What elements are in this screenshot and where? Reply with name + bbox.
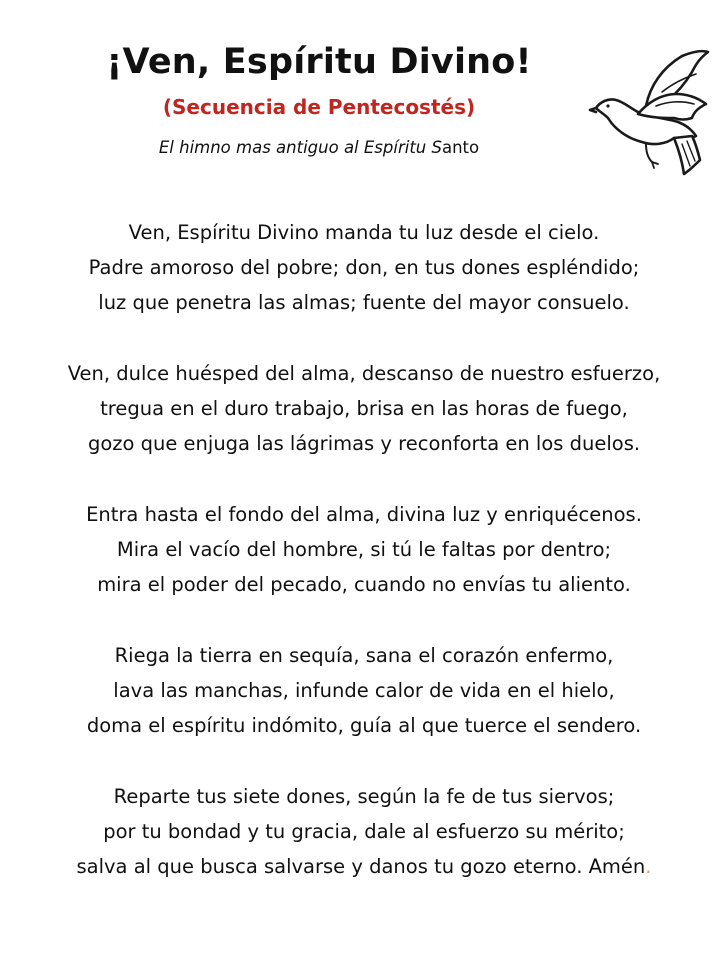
- verse-line-last: [0, 849, 728, 884]
- verse-line: lava las manchas, infunde calor de vida en el hielo,: [113, 679, 615, 702]
- verse-line: Ven, Espíritu Divino manda tu luz desde el cielo.: [128, 221, 600, 244]
- verse-line: Reparte tus siete dones, según la fe de tus siervos;: [113, 785, 615, 808]
- verse-line: Ven, dulce huésped del alma, descanso de nuestro esfuerzo,: [67, 362, 661, 385]
- verse-line: tregua en el duro trabajo, brisa en las horas de fuego,: [100, 397, 628, 420]
- verse-line: Entra hasta el fondo del alma, divina luz y enriquécenos.: [86, 503, 642, 526]
- verse-line: gozo que enjuga las lágrimas y reconforta en los duelos.: [87, 432, 641, 455]
- stanza-1: [0, 215, 728, 320]
- stanza-4: [0, 638, 728, 743]
- subtitle: (Secuencia de Pentecostés): [162, 95, 476, 119]
- verse-line: Riega la tierra en sequía, sana el corazón enfermo,: [114, 644, 614, 667]
- verse-line: Padre amoroso del pobre; don, en tus dones espléndido;: [88, 256, 640, 279]
- stanza-5: [0, 779, 728, 884]
- verse-line-last-text: salva al que busca salvarse y danos tu gozo eterno. Amén: [76, 855, 646, 878]
- final-dot: .: [645, 855, 652, 878]
- page-title: ¡Ven, Espíritu Divino!: [106, 42, 532, 82]
- stanza-2: [0, 356, 728, 461]
- verse-line: doma el espíritu indómito, guía al que tuerce el sendero.: [86, 714, 642, 737]
- verse-line: por tu bondad y tu gracia, dale al esfuerzo su mérito;: [103, 820, 625, 843]
- dove-icon: [588, 48, 712, 198]
- verse-line: mira el poder del pecado, cuando no envías tu aliento.: [97, 573, 631, 596]
- hymn-text: [0, 215, 728, 884]
- verse-line: luz que penetra las almas; fuente del mayor consuelo.: [98, 291, 630, 314]
- verse-line: Mira el vacío del hombre, si tú le faltas por dentro;: [116, 538, 612, 561]
- tagline-upright: anto: [441, 138, 480, 157]
- tagline-italic: El himno mas antiguo al Espíritu S: [158, 138, 442, 157]
- stanza-3: [0, 497, 728, 602]
